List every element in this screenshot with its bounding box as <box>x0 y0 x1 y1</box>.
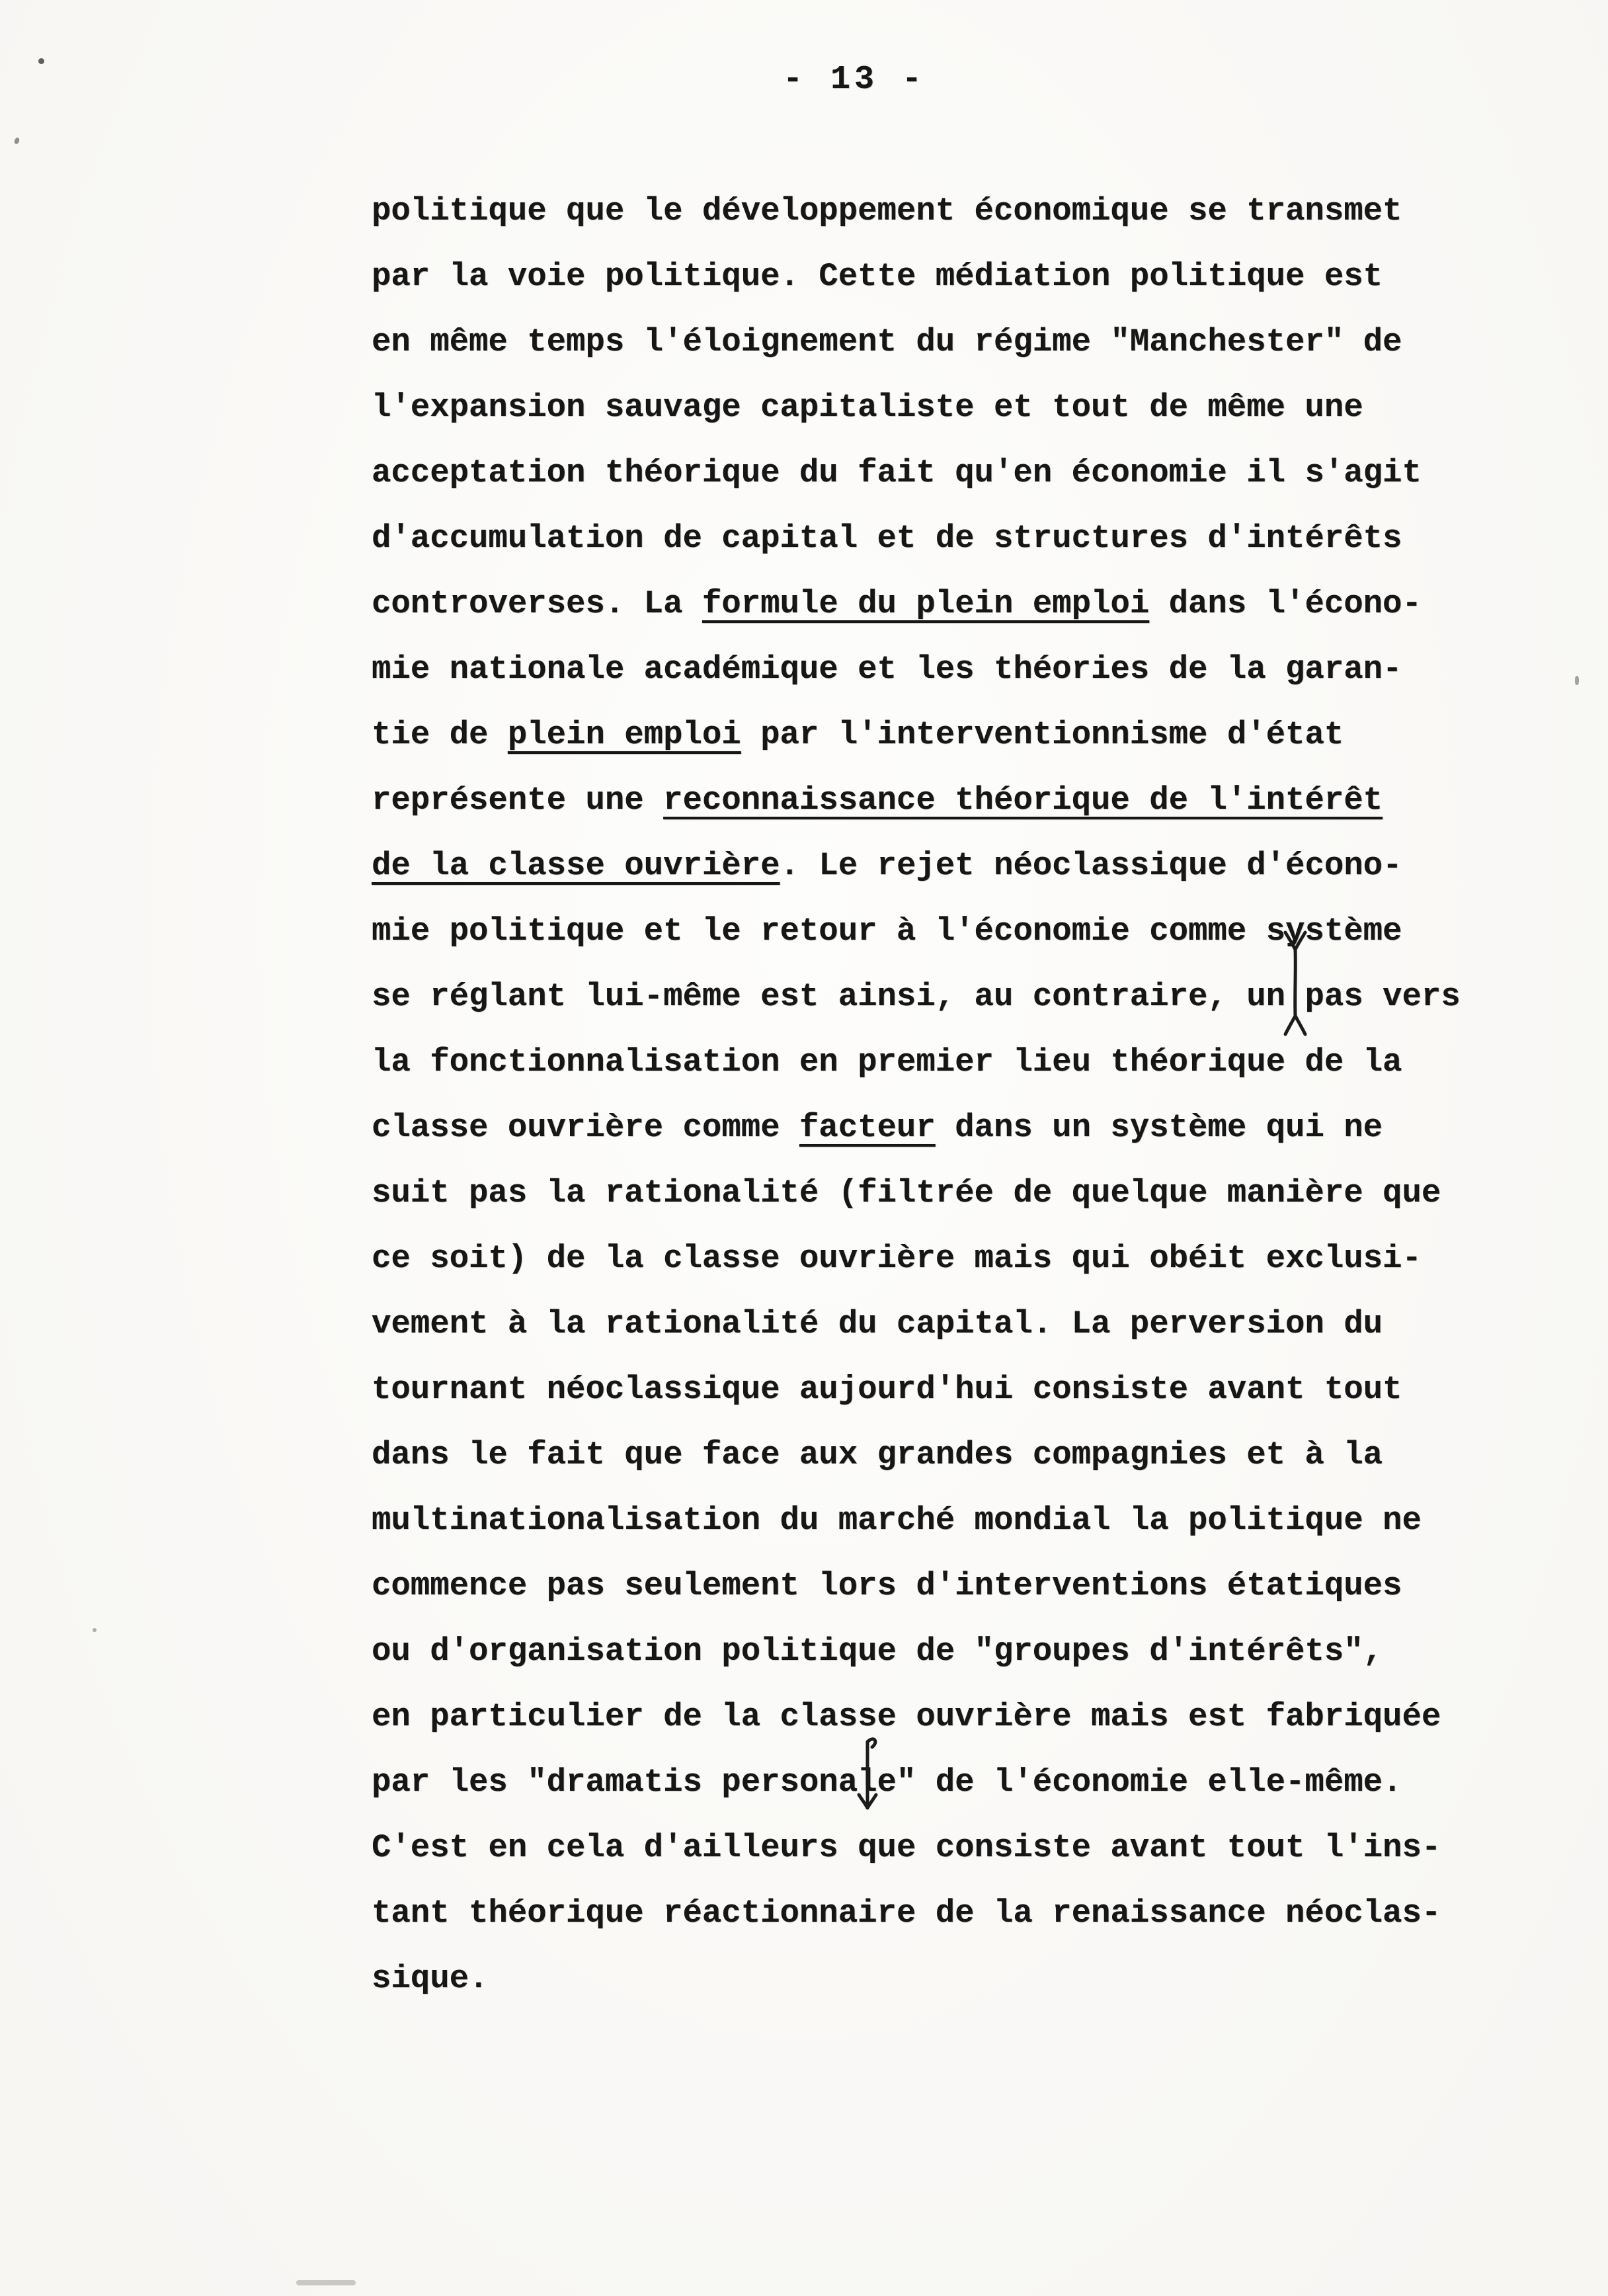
text-line <box>372 440 1535 506</box>
text-segment: controverses. La <box>372 585 702 622</box>
text-line <box>372 1946 1535 2012</box>
text-segment: la fonctionnalisation en premier lieu théorique de la <box>372 1044 1402 1081</box>
text-segment: par l'interventionnisme d'état <box>741 716 1344 753</box>
scan-speck <box>14 137 20 145</box>
text-line <box>372 1815 1535 1881</box>
text-line <box>372 1357 1535 1422</box>
text-line <box>372 1684 1535 1750</box>
scan-speck <box>296 2280 356 2285</box>
text-line <box>372 899 1535 964</box>
text-segment: acceptation théorique du fait qu'en économie il s'agit <box>372 454 1422 491</box>
text-segment: dans l'écono- <box>1149 585 1422 622</box>
text-line <box>372 1030 1535 1095</box>
underlined-phrase: facteur <box>799 1109 936 1146</box>
underlined-phrase: reconnaissance théorique de l'intérêt <box>663 782 1383 819</box>
text-segment: ou d'organisation politique de "groupes d'intérêts", <box>372 1633 1383 1670</box>
text-segment: dans le fait que face aux grandes compagnies et à la <box>372 1436 1383 1473</box>
text-segment: tie de <box>372 716 508 753</box>
text-line <box>372 309 1535 375</box>
text-line <box>372 1750 1535 1815</box>
underlined-phrase: formule du plein emploi <box>702 585 1150 622</box>
text-segment: suit pas la rationalité (filtrée de quelque manière que <box>372 1174 1441 1211</box>
text-line <box>372 1553 1535 1619</box>
text-segment: représente une <box>372 782 664 819</box>
text-segment: mie politique et le retour à l'économie comme système <box>372 913 1402 950</box>
text-line <box>372 244 1535 309</box>
text-line <box>372 1292 1535 1357</box>
text-segment: sique. <box>372 1960 489 1997</box>
underlined-phrase: plein emploi <box>507 716 741 753</box>
scan-speck <box>93 1628 97 1632</box>
text-line <box>372 571 1535 637</box>
text-segment: classe ouvrière comme <box>372 1109 799 1146</box>
text-segment: d'accumulation de capital et de structures d'intérêts <box>372 520 1402 557</box>
text-line <box>372 964 1535 1030</box>
text-segment: commence pas seulement lors d'interventions étatiques <box>372 1567 1402 1604</box>
text-line <box>372 702 1535 768</box>
text-segment: se réglant lui-même est ainsi, au contraire, un <box>372 978 1286 1015</box>
text-line <box>372 1161 1535 1226</box>
text-line <box>372 179 1535 244</box>
text-segment: l'expansion sauvage capitaliste et tout de même une <box>372 389 1363 426</box>
text-segment: par la voie politique. Cette médiation politique est <box>372 258 1383 295</box>
text-segment: ce soit) de la classe ouvrière mais qui obéit exclusi- <box>372 1240 1422 1277</box>
text-segment: e" de l'économie elle-même. <box>877 1764 1402 1801</box>
handwritten-deletion-mark: l <box>858 1750 877 1815</box>
text-line <box>372 833 1535 899</box>
text-line <box>372 1619 1535 1684</box>
text-line <box>372 1488 1535 1553</box>
text-segment: tournant néoclassique aujourd'hui consiste avant tout <box>372 1371 1402 1408</box>
text-line <box>372 1226 1535 1292</box>
underlined-phrase: de la classe ouvrière <box>372 847 780 884</box>
text-line <box>372 768 1535 833</box>
text-segment: mie nationale académique et les théories de la garan- <box>372 651 1402 688</box>
text-line <box>372 1095 1535 1161</box>
text-line <box>372 637 1535 702</box>
scan-speck <box>1575 676 1579 685</box>
text-segment: pas vers <box>1305 978 1461 1015</box>
text-line <box>372 506 1535 571</box>
text-segment: par les "dramatis persona <box>372 1764 858 1801</box>
text-segment: en particulier de la classe ouvrière mais est fabriquée <box>372 1698 1441 1735</box>
page-number: - 13 - <box>782 61 926 99</box>
text-segment: tant théorique réactionnaire de la renaissance néoclas- <box>372 1895 1441 1932</box>
text-line <box>372 1881 1535 1946</box>
text-segment: dans un système qui ne <box>935 1109 1383 1146</box>
text-line <box>372 375 1535 440</box>
text-segment: vement à la rationalité du capital. La perversion du <box>372 1305 1383 1342</box>
text-line <box>372 1422 1535 1488</box>
text-segment: en même temps l'éloignement du régime "Manchester" de <box>372 323 1402 360</box>
text-segment: . Le rejet néoclassique d'écono- <box>780 847 1402 884</box>
text-segment: C'est en cela d'ailleurs que consiste avant tout l'ins- <box>372 1829 1441 1866</box>
text-segment: multinationalisation du marché mondial la politique ne <box>372 1502 1422 1539</box>
handwritten-insertion-mark <box>1285 964 1305 1030</box>
scan-speck <box>38 58 44 64</box>
text-segment: politique que le développement économique se transmet <box>372 192 1402 229</box>
typewritten-text-block <box>372 179 1535 2012</box>
